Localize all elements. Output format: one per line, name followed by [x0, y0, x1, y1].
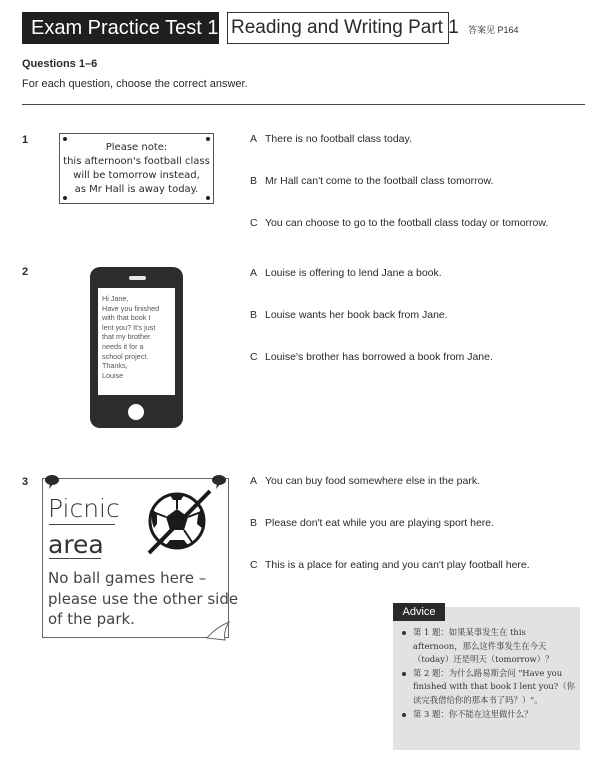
- message-line: lent you? It's just: [102, 322, 156, 332]
- option-letter: A: [250, 133, 258, 145]
- section-divider: [22, 104, 585, 105]
- message-line: school project.: [102, 351, 149, 361]
- notice-line: this afternoon's football class: [63, 156, 210, 167]
- message-line: Thanks,: [102, 361, 128, 371]
- message-line: with that book I: [102, 313, 151, 323]
- sign-body: [48, 568, 238, 630]
- pin-icon: [63, 137, 67, 141]
- advice-list: [400, 626, 575, 721]
- option-letter: A: [250, 475, 258, 487]
- option-text: Louise's brother has borrowed a book from Jane.: [265, 351, 493, 363]
- option-text: Louise is offering to lend Jane a book.: [265, 267, 442, 279]
- option-letter: B: [250, 517, 258, 529]
- question-number-3: 3: [22, 476, 29, 488]
- advice-item: 第 3 题：你不能在这里做什么？: [400, 708, 575, 722]
- pin-icon: [206, 196, 210, 200]
- option-letter: C: [250, 559, 258, 571]
- part-title: Reading and Writing Part 1: [227, 12, 449, 44]
- message-line: needs it for a: [102, 341, 144, 351]
- message-line: Hi Jane,: [102, 294, 129, 303]
- sign-body-line: of the park.: [48, 610, 135, 628]
- message-line: that my brother: [102, 332, 151, 342]
- q1-option-a[interactable]: [250, 133, 412, 145]
- q2-option-b[interactable]: [250, 309, 448, 321]
- option-text: Mr Hall can't come to the football class tomorrow.: [265, 175, 494, 187]
- sign-title-area: area: [48, 530, 104, 559]
- q3-option-a[interactable]: [250, 475, 480, 487]
- q2-option-a[interactable]: [250, 267, 442, 279]
- option-letter: C: [250, 217, 258, 229]
- phone-home-button: [128, 404, 144, 420]
- q3-option-c[interactable]: [250, 559, 530, 571]
- q1-option-c[interactable]: [250, 217, 548, 229]
- text-message: [98, 288, 175, 395]
- q3-option-b[interactable]: [250, 517, 494, 529]
- pin-icon: [63, 196, 67, 200]
- answer-reference: 答案见 P164: [468, 25, 519, 35]
- option-letter: A: [250, 267, 258, 279]
- football-class-notice: [59, 133, 214, 204]
- pin-icon: [206, 137, 210, 141]
- advice-item: 第 1 题：如果某事发生在 this afternoon，那么这件事发生在今天（today）还是明天（tomorrow）？: [400, 626, 575, 667]
- notice-line: as Mr Hall is away today.: [74, 184, 199, 195]
- option-letter: B: [250, 309, 258, 321]
- question-number-1: 1: [22, 134, 29, 146]
- option-text: This is a place for eating and you can't play football here.: [265, 559, 530, 571]
- message-line: Louise: [102, 370, 124, 380]
- option-letter: B: [250, 175, 258, 187]
- phone-speaker: [129, 276, 146, 280]
- sign-title-picnic: Picnic: [48, 494, 120, 523]
- football-prohibited-icon: [146, 487, 214, 555]
- sign-body-line: No ball games here –: [48, 569, 207, 587]
- option-text: Please don't eat while you are playing sport here.: [265, 517, 495, 529]
- notice-line: Please note:: [105, 142, 168, 153]
- title-underline: [49, 558, 101, 559]
- question-number-2: 2: [22, 266, 29, 278]
- advice-item: 第 2 题：为什么路易斯会问 "Have you finished with that book I lent you?（你读完我借给你的那本书了吗？）"。: [400, 667, 575, 708]
- message-line: Have you finished: [102, 303, 160, 313]
- option-text: There is no football class today.: [265, 133, 412, 145]
- q2-option-c[interactable]: [250, 351, 493, 363]
- option-text: You can choose to go to the football class today or tomorrow.: [265, 217, 549, 229]
- notice-line: will be tomorrow instead,: [73, 170, 200, 181]
- option-text: You can buy food somewhere else in the park.: [265, 475, 480, 487]
- q1-option-b[interactable]: [250, 175, 493, 187]
- sign-body-line: please use the other side: [48, 589, 239, 608]
- questions-range: Questions 1–6: [22, 58, 98, 70]
- title-underline: [49, 524, 115, 525]
- option-text: Louise wants her book back from Jane.: [265, 309, 448, 321]
- advice-title: Advice: [393, 603, 445, 621]
- test-title: Exam Practice Test 1: [22, 12, 219, 44]
- pin-icon: [44, 474, 60, 490]
- option-letter: C: [250, 351, 258, 363]
- instruction-text: For each question, choose the correct answer.: [22, 78, 248, 90]
